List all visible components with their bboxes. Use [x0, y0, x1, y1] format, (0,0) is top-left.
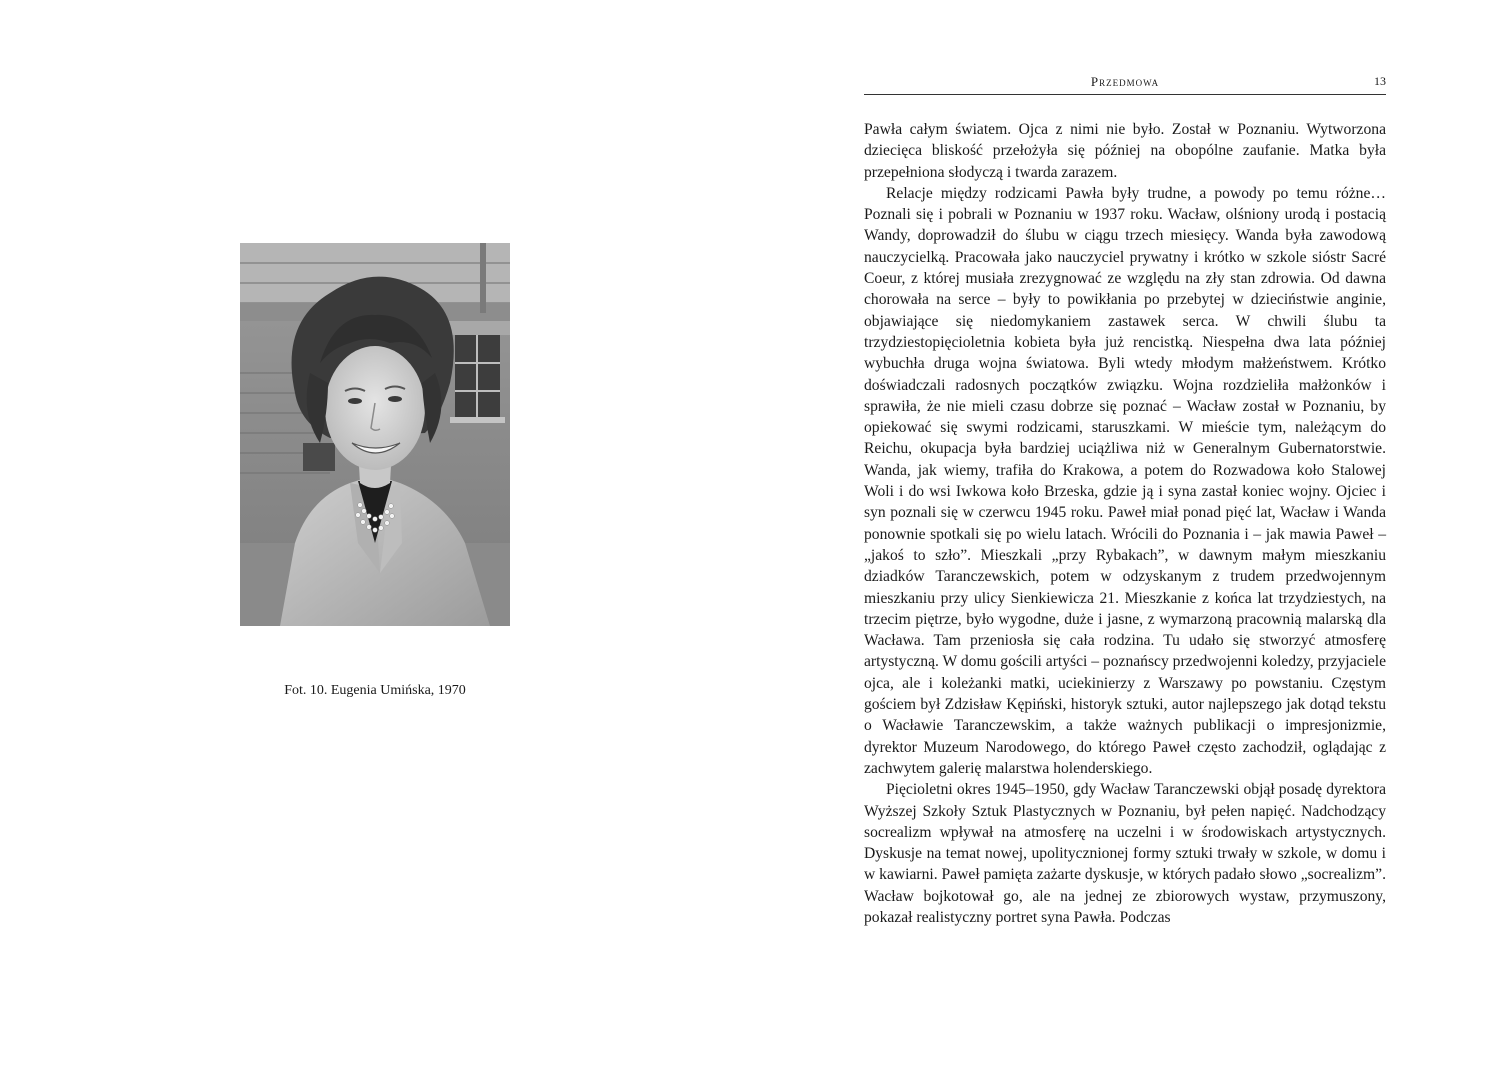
- running-header: [864, 72, 1386, 95]
- portrait-photo: [240, 243, 510, 626]
- paragraph: Pawła całym światem. Ojca z nimi nie było. Został w Poznaniu. Wytworzona dziecięca bliskość przełożyła się później na obopólne zaufanie. Matka była przepełniona słodyczą i twarda zarazem.: [864, 121, 1386, 181]
- paragraph: Pięcioletni okres 1945–1950, gdy Wacław Taranczewski objął posadę dyrektora Wyższej Szkoły Sztuk Plastycznych w Poznaniu, był pełen napięć. Nadchodzący socrealizm wpływał na atmosferę na uczelni i w środowiskach artystycznych. Dyskusje na temat nowej, upolitycznionej formy sztuki trwały w szkole, w domu i w kawiarni. Paweł pamięta zażarte dyskusje, w których padało słowo „socrealizm”. Wacław bojkotował go, ale na jednej ze zbiorowych wystaw, przymuszony, pokazał realistyczny portret syna Pawła. Podczas: [864, 781, 1386, 926]
- figure-caption: Fot. 10. Eugenia Umińska, 1970: [284, 683, 466, 698]
- page-number: 13: [1374, 74, 1386, 88]
- paragraph: Relacje między rodzicami Pawła były trudne, a powody po temu różne… Poznali się i pobrali w Poznaniu w 1937 roku. Wacław, olśniony urodą i postacią Wandy, doprowadził do ślubu w ciągu trzech miesięcy. Wanda była zawodową nauczycielką. Pracowała jako nauczyciel prywatny i krótko w szkole sióstr Sacré Coeur, z której musiała zrezygnować ze względu na zły stan zdrowia. Od dawna chorowała na serce – były to powikłania po przebytej w dzieciństwie anginie, objawiające się niedomykaniem zastawek serca. W chwili ślubu ta trzydziestopięcioletnia kobieta była już rencistką. Niespełna dwa lata później wybuchła druga wojna światowa. Byli wtedy młodym małżeństwem. Krótko doświadczali radosnych początków związku. Wojna rozdzieliła małżonków i sprawiła, że nie mieli czasu dobrze się poznać – Wacław został w Poznaniu, by opiekować się swymi rodzicami, staruszkami. W mieście tym, należącym do Reichu, okupacja była bardziej uciążliwa niż w Generalnym Gubernatorstwie. Wanda, jak wiemy, trafiła do Krakowa, a potem do Rozwadowa koło Stalowej Woli i do wsi Iwkowa koło Brzeska, gdzie ją i syna zastał koniec wojny. Ojciec i syn poznali się w czerwcu 1945 roku. Paweł miał ponad pięć lat, Wacław i Wanda ponownie spotkali się po wielu latach. Wrócili do Poznania i – jak mawia Paweł – „jakoś to szło”. Mieszkali „przy Rybakach”, w dawnym małym mieszkaniu dziadków Taranczewskich, potem w odzyskanym z trudem przedwojennym mieszkaniu przy ulicy Sienkiewicza 21. Mieszkanie z końca lat trzydziestych, na trzecim piętrze, było wygodne, duże i jasne, z wymarzoną pracownią malarską dla Wacława. Tam przeniosła się cała rodzina. Tu udało się stworzyć atmosferę artystyczną. W domu gościli artyści – poznańscy przedwojenni koledzy, przyjaciele ojca, ale i koleżanki matki, uciekinierzy z Warszawy po powstaniu. Częstym gościem był Zdzisław Kępiński, historyk sztuki, autor najlepszego jak dotąd tekstu o Wacławie Taranczewskim, a także ważnych publikacji o impresjonizmie, dyrektor Muzeum Narodowego, do którego Paweł często zachodził, oglądając z zachwytem galerię malarstwa holenderskiego.: [864, 184, 1386, 777]
- portrait-photo-icon: [240, 243, 510, 626]
- running-title: Przedmowa: [1090, 74, 1160, 89]
- body-text: [864, 119, 1386, 928]
